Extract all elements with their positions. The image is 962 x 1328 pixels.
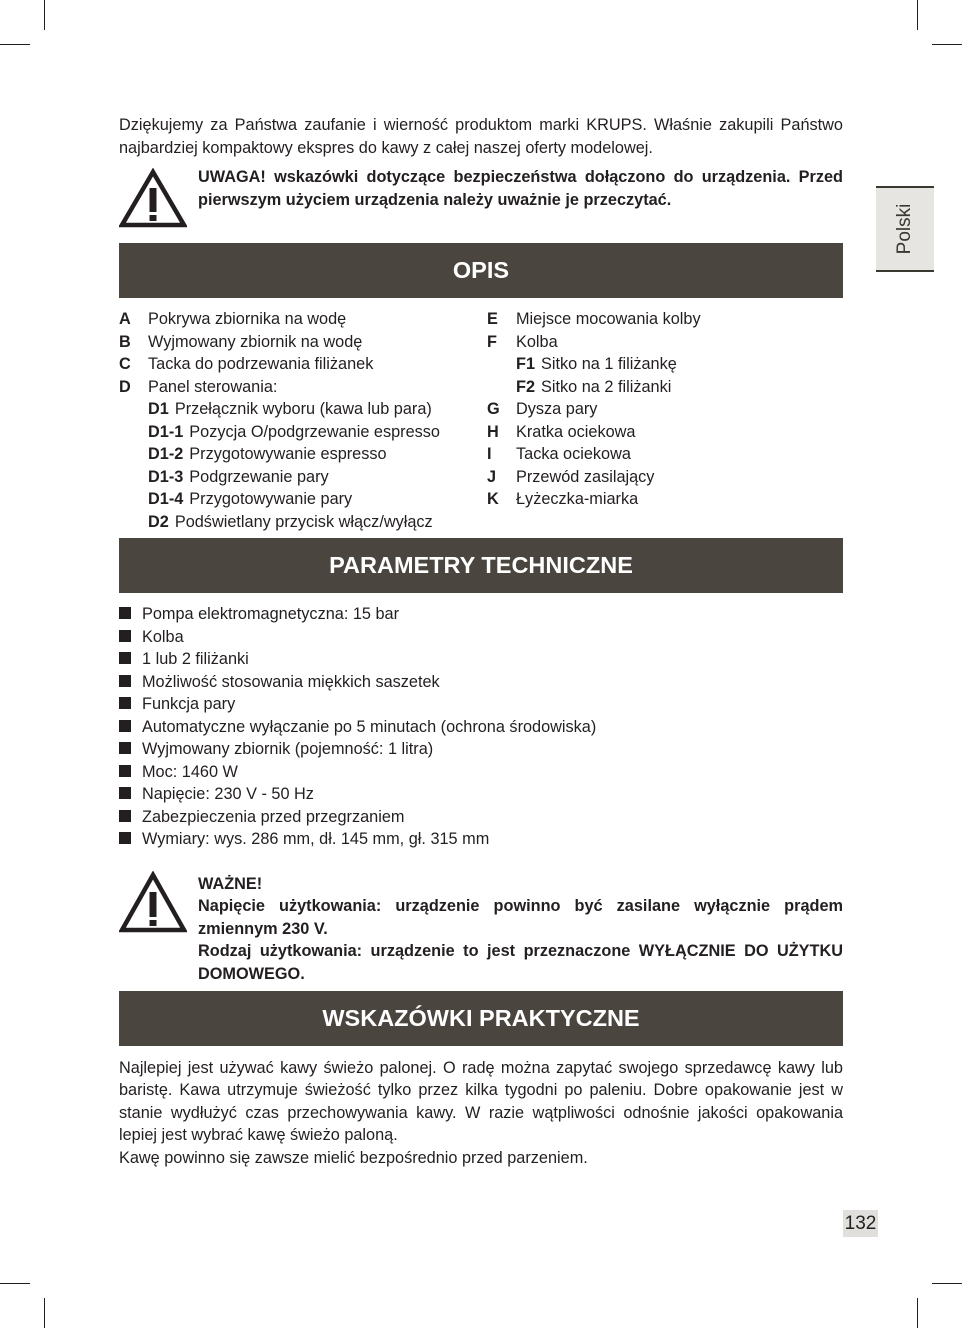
item-letter: F <box>487 332 497 351</box>
list-item <box>119 671 843 694</box>
tech-spec-list <box>119 603 843 851</box>
item-letter: E <box>487 310 498 328</box>
square-bullet-icon <box>119 742 131 754</box>
item-text: Miejsce mocowania kolby <box>516 310 701 328</box>
sub-item-text: Sitko na 1 filiżankę <box>541 355 677 373</box>
spec-text: Możliwość stosowania miękkich saszetek <box>142 672 440 691</box>
crop-mark <box>917 1298 918 1328</box>
item-letter: I <box>487 445 492 463</box>
item-text: Wyjmowany zbiornik na wodę <box>148 332 363 351</box>
sub-item-code: D1 <box>148 400 169 418</box>
sub-item <box>119 421 487 444</box>
list-item <box>487 308 843 331</box>
square-bullet-icon <box>119 832 131 844</box>
sub-item-text: Sitko na 2 filiżanki <box>541 377 672 396</box>
sub-item <box>119 398 487 421</box>
practical-tips-paragraph: Kawę powinno się zawsze mielić bezpośrednio przed parzeniem. <box>119 1148 588 1167</box>
item-text: Kolba <box>516 332 558 351</box>
square-bullet-icon <box>119 607 131 619</box>
spec-text: Wymiary: wys. 286 mm, dł. 145 mm, gł. 315 mm <box>142 830 490 848</box>
sub-item <box>119 443 487 466</box>
section-header-wskazowki: WSKAZÓWKI PRAKTYCZNE <box>119 991 843 1046</box>
sub-item-code: D1-1 <box>148 422 184 441</box>
item-text: Dysza pary <box>516 400 598 418</box>
square-bullet-icon <box>119 630 131 642</box>
list-item <box>119 716 843 739</box>
item-letter: A <box>119 310 131 328</box>
warning-triangle-icon <box>119 168 187 228</box>
sub-item-code: D2 <box>148 512 169 531</box>
important-warning-voltage: Napięcie użytkowania: urządzenie powinno być zasilane wyłącznie prądem zmiennym 230 V. <box>198 897 843 938</box>
square-bullet-icon <box>119 697 131 709</box>
list-item <box>119 353 487 376</box>
spec-text: Funkcja pary <box>142 695 236 713</box>
safety-warning <box>119 166 843 232</box>
list-item <box>119 761 843 784</box>
sub-item-code: F1 <box>516 355 536 373</box>
spec-text: Napięcie: 230 V - 50 Hz <box>142 785 314 803</box>
safety-warning-text: UWAGA! wskazówki dotyczące bezpieczeństwa dołączono do urządzenia. Przed pierwszym użyciem urządzenia należy uważnie je przeczytać. <box>198 168 843 209</box>
list-item <box>487 421 843 444</box>
list-item <box>487 466 843 489</box>
list-item <box>487 488 843 511</box>
sub-item-code: F2 <box>516 377 536 396</box>
spec-text: Zabezpieczenia przed przegrzaniem <box>142 807 405 826</box>
crop-mark <box>917 0 918 30</box>
item-letter: H <box>487 422 499 441</box>
square-bullet-icon <box>119 720 131 732</box>
important-warning-title: WAŻNE! <box>198 874 263 893</box>
crop-mark <box>44 1298 45 1328</box>
sub-item-code: D1-4 <box>148 490 184 508</box>
sub-item-text: Przygotowywanie pary <box>189 490 353 508</box>
important-warning <box>119 873 843 989</box>
list-item <box>119 376 487 399</box>
item-letter: J <box>487 467 497 486</box>
section-header-parametry: PARAMETRY TECHNICZNE <box>119 538 843 593</box>
crop-mark <box>44 0 45 30</box>
important-warning-usage: Rodzaj użytkowania: urządzenie to jest przeznaczone WYŁĄCZNIE DO UŻYTKU DOMOWEGO. <box>198 942 843 983</box>
list-item <box>119 693 843 716</box>
item-text: Przewód zasilający <box>516 467 655 486</box>
crop-mark <box>932 44 962 45</box>
warning-triangle-icon <box>119 871 187 933</box>
item-letter: B <box>119 332 131 351</box>
sub-item <box>119 511 487 534</box>
sub-item <box>487 376 843 399</box>
spec-text: Moc: 1460 W <box>142 762 238 781</box>
crop-mark <box>0 44 30 45</box>
list-item <box>119 648 843 671</box>
sub-item <box>487 353 843 376</box>
square-bullet-icon <box>119 675 131 687</box>
sub-item-text: Podgrzewanie pary <box>189 467 329 486</box>
list-item <box>487 398 843 421</box>
sub-item-text: Przełącznik wyboru (kawa lub para) <box>174 400 432 418</box>
section-header-opis: OPIS <box>119 243 843 298</box>
list-item <box>119 626 843 649</box>
list-item <box>119 806 843 829</box>
square-bullet-icon <box>119 787 131 799</box>
item-letter: C <box>119 355 131 373</box>
item-letter: K <box>487 490 499 508</box>
item-letter: D <box>119 377 131 396</box>
spec-text: Automatyczne wyłączanie po 5 minutach (ochrona środowiska) <box>142 717 597 736</box>
list-item <box>119 308 487 331</box>
item-text: Tacka do podrzewania filiżanek <box>148 355 374 373</box>
item-text: Panel sterowania: <box>148 377 278 396</box>
sub-item-text: Podświetlany przycisk włącz/wyłącz <box>174 512 433 531</box>
sub-item-code: D1-2 <box>148 445 184 463</box>
sub-item <box>119 488 487 511</box>
square-bullet-icon <box>119 765 131 777</box>
spec-text: Pompa elektromagnetyczna: 15 bar <box>142 605 400 623</box>
crop-mark <box>932 1283 962 1284</box>
list-item <box>119 828 843 851</box>
square-bullet-icon <box>119 810 131 822</box>
language-tab <box>876 186 934 272</box>
description-column-left <box>119 308 487 533</box>
list-item <box>487 443 843 466</box>
item-text: Tacka ociekowa <box>516 445 631 463</box>
item-text: Pokrywa zbiornika na wodę <box>148 310 347 328</box>
description-list <box>119 308 843 533</box>
practical-tips-paragraph: Najlepiej jest używać kawy świeżo palonej. O radę można zapytać swojego sprzedawcę kawy lub baristę. Kawa utrzymuje świeżość tylko przez kilka tygodni po paleniu. Dobre opakowanie jest w stanie wydłużyć czas przechowywania kawy. W razie wątpliwości odnośnie jakości opakowania lepiej jest wybrać kawę świeżo paloną. <box>119 1058 843 1144</box>
sub-item <box>119 466 487 489</box>
item-text: Łyżeczka-miarka <box>516 490 639 508</box>
list-item <box>119 738 843 761</box>
spec-text: Kolba <box>142 627 184 646</box>
item-text: Kratka ociekowa <box>516 422 636 441</box>
list-item <box>487 331 843 354</box>
list-item <box>119 331 487 354</box>
intro-text: Dziękujemy za Państwa zaufanie i wierność produktom marki KRUPS. Właśnie zakupili Państwo najbardziej kompaktowy ekspres do kawy z całej naszej oferty modelowej. <box>119 116 843 157</box>
language-tab-label: Polski <box>894 203 915 255</box>
list-item <box>119 603 843 626</box>
sub-item-text: Przygotowywanie espresso <box>189 445 387 463</box>
description-column-right <box>487 308 843 533</box>
sub-item-code: D1-3 <box>148 467 184 486</box>
square-bullet-icon <box>119 652 131 664</box>
list-item <box>119 783 843 806</box>
spec-text: 1 lub 2 filiżanki <box>142 650 249 668</box>
crop-mark <box>0 1283 30 1284</box>
item-letter: G <box>487 400 500 418</box>
spec-text: Wyjmowany zbiornik (pojemność: 1 litra) <box>142 740 434 758</box>
page-number: 132 <box>843 1210 878 1237</box>
sub-item-text: Pozycja O/podgrzewanie espresso <box>189 422 440 441</box>
page-content <box>119 114 843 1169</box>
